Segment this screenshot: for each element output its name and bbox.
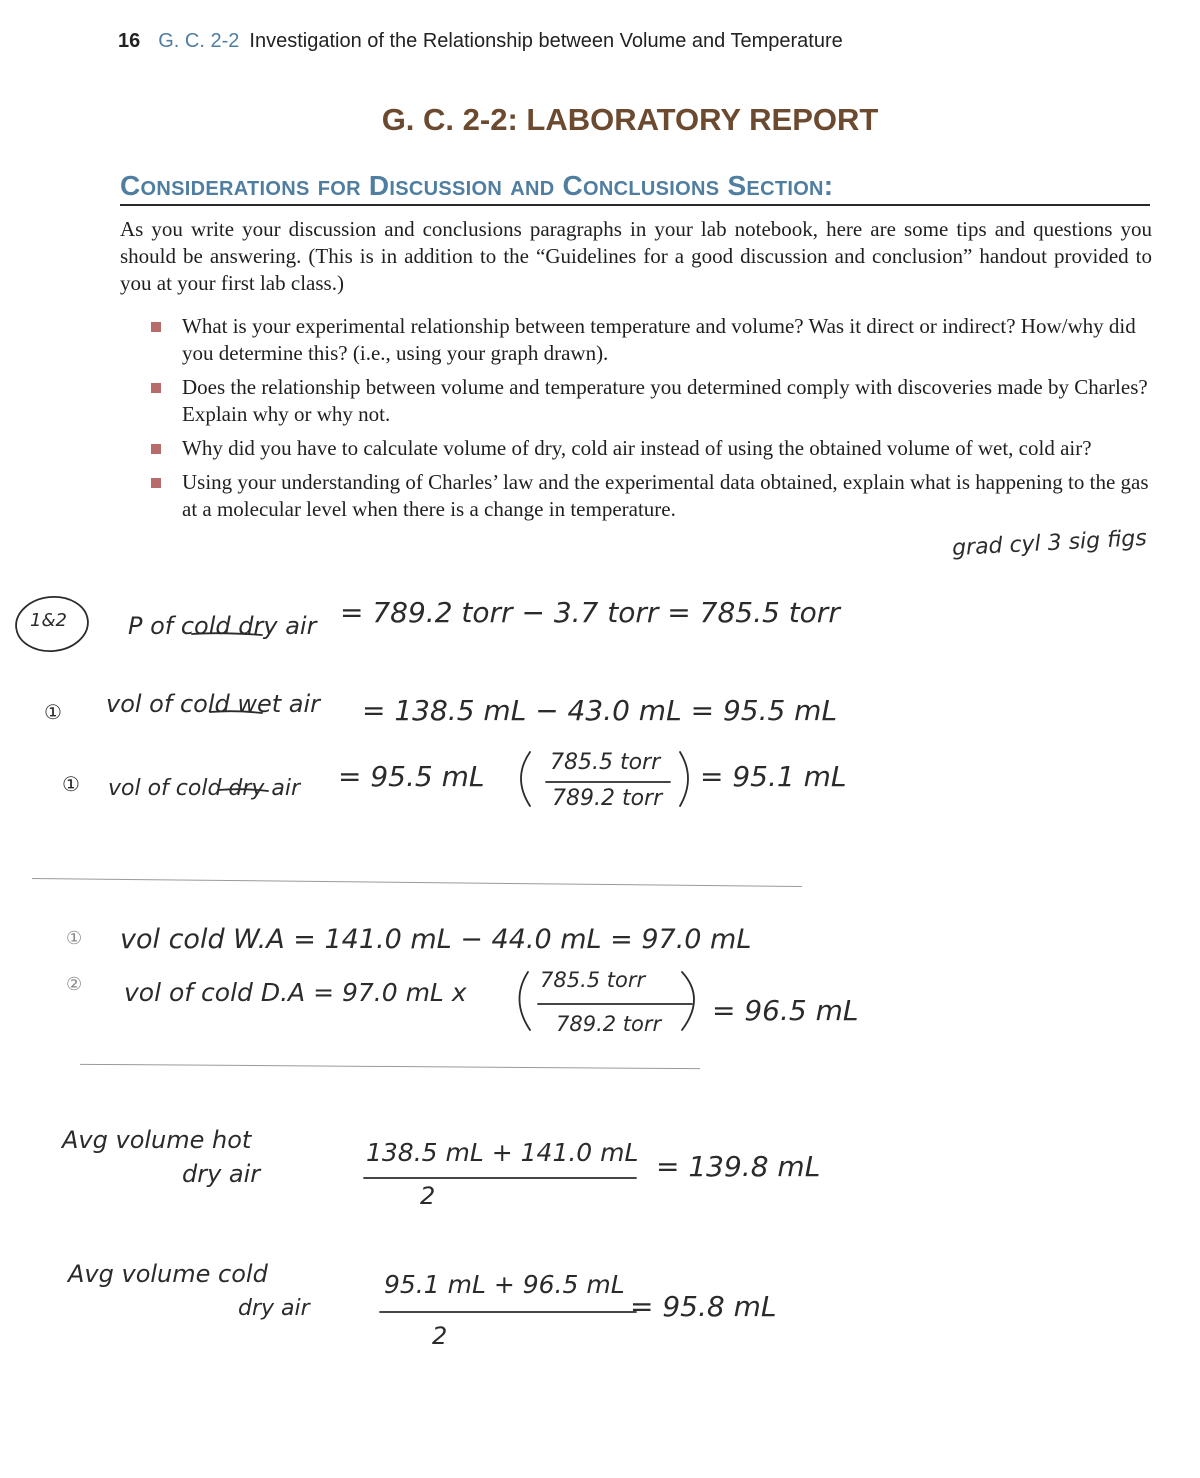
underline-mark <box>210 711 262 713</box>
trial2-fraction-numerator: 785.5 torr <box>540 968 646 992</box>
avg-hot-label-line2: dry air <box>182 1160 261 1188</box>
close-paren-mark <box>680 752 688 806</box>
page-number: 16 <box>118 30 141 52</box>
avg-hot-label: Avg volume hot <box>62 1126 252 1154</box>
trial1-dry-label: vol of cold dry air <box>108 776 301 801</box>
trial1-dry-lhs: = 95.5 mL <box>338 760 485 793</box>
trial1-mark: ① <box>62 772 80 796</box>
question-text: Why did you have to calculate volume of dry, cold air instead of using the obtained volume of wet, cold air? <box>182 436 1092 460</box>
trial2-wet-calculation: vol cold W.A = 141.0 mL − 44.0 mL = 97.0 mL <box>120 924 752 955</box>
open-paren-mark <box>521 752 530 806</box>
close-paren-mark <box>682 972 694 1030</box>
avg-cold-numerator: 95.1 mL + 96.5 mL <box>384 1270 625 1299</box>
trial2-mark: ② <box>66 974 83 995</box>
question-text: Using your understanding of Charles’ law and the experimental data obtained, explain what is happening to the gas at a molecular level when there is a change in temperature. <box>182 470 1149 521</box>
header-title: Investigation of the Relationship between Volume and Temperature <box>249 30 843 52</box>
avg-cold-label: Avg volume cold <box>68 1260 268 1288</box>
avg-cold-result: = 95.8 mL <box>630 1290 777 1323</box>
trial2-dry-lhs: vol of cold D.A = 97.0 mL x <box>124 978 467 1007</box>
trial1-wet-calculation: = 138.5 mL − 43.0 mL = 95.5 mL <box>362 694 838 727</box>
underline-mark <box>218 789 268 791</box>
question-text: What is your experimental relationship between temperature and volume? Was it direct or indirect? How/why did you determine this? (i.e., using your graph drawn). <box>182 314 1136 365</box>
avg-cold-label-line2: dry air <box>238 1296 310 1321</box>
trial1-mark: ① <box>44 700 62 724</box>
open-paren-mark <box>519 972 530 1030</box>
trial2-mark: ① <box>66 928 83 949</box>
experiment-code: G. C. 2-2 <box>158 30 240 52</box>
section-heading: Considerations for Discussion and Conclusions Section: <box>120 170 1150 206</box>
trial-circle-mark <box>13 593 90 654</box>
avg-hot-numerator: 138.5 mL + 141.0 mL <box>366 1138 639 1167</box>
trial2-dry-result: = 96.5 mL <box>712 994 859 1027</box>
trial1-fraction-numerator: 785.5 torr <box>550 750 661 775</box>
trial1-dry-result: = 95.1 mL <box>700 760 847 793</box>
trial1-wet-label: vol of cold wet air <box>106 690 321 718</box>
avg-hot-result: = 139.8 mL <box>656 1150 821 1183</box>
avg-cold-denominator: 2 <box>432 1322 448 1350</box>
question-text: Does the relationship between volume and temperature you determined comply with discoveries made by Charles? Explain why or why not. <box>182 375 1148 426</box>
trial2-fraction-denominator: 789.2 torr <box>556 1012 662 1036</box>
pressure-label: P of cold dry air <box>128 612 317 640</box>
pressure-calculation: = 789.2 torr − 3.7 torr = 785.5 torr <box>340 596 840 629</box>
report-title: G. C. 2-2: LABORATORY REPORT <box>381 102 879 137</box>
trial1-fraction-denominator: 789.2 torr <box>552 786 663 811</box>
intro-paragraph: As you write your discussion and conclusions paragraphs in your lab notebook, here are some tips and questions you should be answering. (This is in addition to the “Guidelines for a good discussion and conclusion” handout provided to you at your first lab class.) <box>120 217 1152 295</box>
underline-mark <box>192 633 262 635</box>
trial-circle-label: 1&2 <box>30 610 67 631</box>
avg-hot-denominator: 2 <box>420 1182 436 1210</box>
side-note: grad cyl 3 sig figs <box>951 525 1148 562</box>
